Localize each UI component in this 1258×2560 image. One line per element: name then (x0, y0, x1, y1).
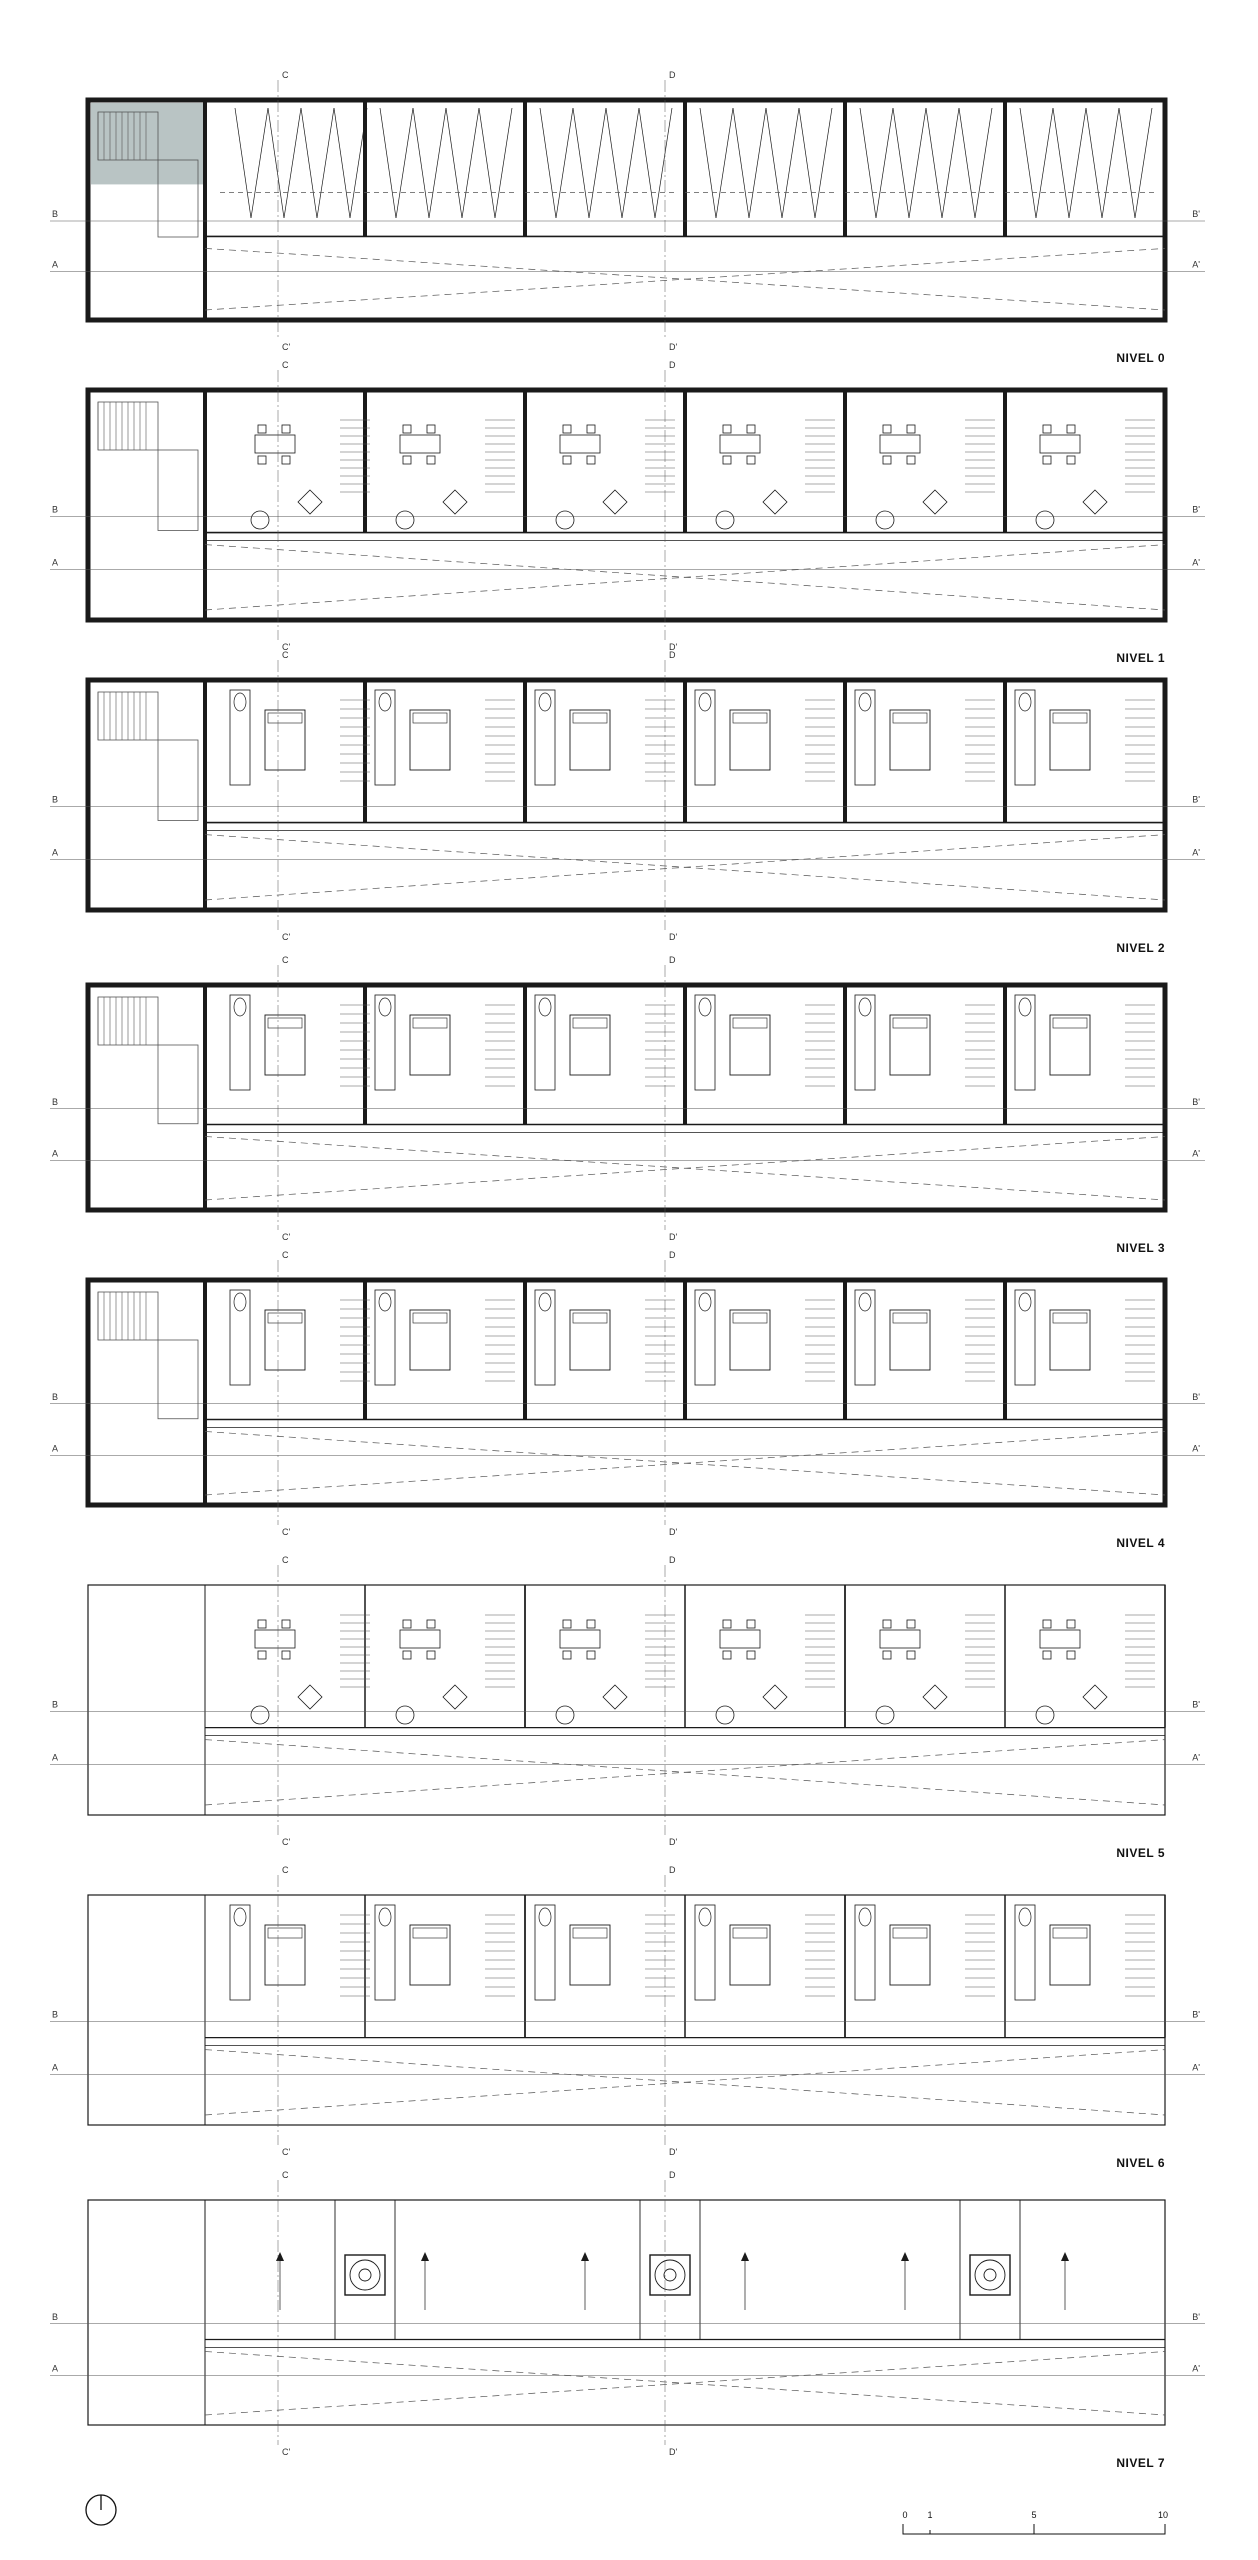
section-mark-d-prime: D' (669, 1232, 678, 1242)
unit-0 (251, 420, 370, 529)
unit-2 (556, 1615, 675, 1724)
section-mark-d: D (669, 955, 676, 965)
level-title: NIVEL 7 (1116, 2456, 1165, 2470)
outer-wall (88, 1585, 1165, 1815)
core-fill (91, 103, 205, 184)
core-stair (98, 390, 205, 620)
unit-0 (230, 690, 370, 785)
section-mark-d: D (669, 1250, 676, 1260)
section-mark-a-prime: A' (1192, 557, 1200, 568)
section-mark-a-prime: A' (1192, 259, 1200, 270)
section-mark-a: A (52, 847, 59, 858)
section-mark-a-prime: A' (1192, 1752, 1200, 1763)
section-mark-b: B (52, 1699, 59, 1710)
section-mark-b-prime: B' (1192, 1391, 1200, 1402)
section-mark-d-prime: D' (669, 932, 678, 942)
unit-3 (716, 1615, 835, 1724)
section-mark-c: C (282, 1865, 289, 1875)
unit-5 (1015, 1290, 1155, 1385)
level-title: NIVEL 3 (1116, 1241, 1165, 1255)
scale-tick-1: 1 (927, 2510, 933, 2520)
section-marks (50, 650, 1205, 942)
section-mark-c-prime: C' (282, 642, 291, 652)
section-marks (50, 1555, 1205, 1847)
section-mark-a: A (52, 2363, 59, 2374)
unit-1 (365, 108, 515, 218)
section-mark-b: B (52, 209, 59, 219)
unit-3 (741, 2252, 749, 2310)
section-mark-c: C (282, 2170, 289, 2180)
unit-4 (876, 1615, 995, 1724)
unit-4 (845, 108, 995, 218)
plan-level-4 (50, 1250, 1205, 1550)
level-title: NIVEL 0 (1116, 351, 1165, 365)
section-mark-c-prime: C' (282, 1232, 291, 1242)
level-title: NIVEL 5 (1116, 1846, 1165, 1860)
level-title: NIVEL 1 (1116, 651, 1165, 665)
plan-level-3 (50, 955, 1205, 1255)
outer-wall (88, 2200, 1165, 2425)
unit-0 (251, 1615, 370, 1724)
section-mark-c: C (282, 360, 289, 370)
unit-1 (396, 420, 515, 529)
section-mark-b: B (52, 794, 59, 805)
corridor (205, 2340, 1165, 2416)
unit-3 (695, 1290, 835, 1385)
section-mark-c: C (282, 1555, 289, 1565)
core-stair (91, 100, 205, 320)
section-mark-d: D (669, 70, 676, 80)
section-mark-b-prime: B' (1192, 209, 1200, 219)
section-mark-a-prime: A' (1192, 2062, 1200, 2073)
corridor (205, 236, 1165, 310)
section-mark-b: B (52, 1096, 59, 1107)
section-mark-c-prime: C' (282, 2147, 291, 2157)
section-mark-d-prime: D' (669, 2447, 678, 2457)
unit-4 (876, 420, 995, 529)
corridor (205, 1728, 1165, 1805)
section-mark-b-prime: B' (1192, 1699, 1200, 1710)
unit-1 (375, 1905, 515, 2000)
outer-wall (88, 1895, 1165, 2125)
unit-1 (375, 690, 515, 785)
section-mark-b-prime: B' (1192, 504, 1200, 515)
unit-0 (220, 108, 370, 218)
section-mark-d-prime: D' (669, 1527, 678, 1537)
section-mark-a: A (52, 2062, 59, 2073)
section-mark-c-prime: C' (282, 932, 291, 942)
plan-level-6 (50, 1865, 1205, 2170)
unit-5 (1036, 420, 1155, 529)
unit-2 (535, 690, 675, 785)
section-mark-b-prime: B' (1192, 794, 1200, 805)
unit-2 (535, 1905, 675, 2000)
level-title: NIVEL 6 (1116, 2156, 1165, 2170)
section-mark-a-prime: A' (1192, 1148, 1200, 1159)
plan-level-2 (50, 650, 1205, 955)
plan-level-0 (50, 70, 1205, 365)
section-mark-a-prime: A' (1192, 2363, 1200, 2374)
section-mark-a-prime: A' (1192, 847, 1200, 858)
unit-4 (855, 995, 995, 1090)
section-marks (50, 360, 1205, 652)
section-mark-c-prime: C' (282, 2447, 291, 2457)
level-title: NIVEL 4 (1116, 1536, 1165, 1550)
unit-1 (375, 995, 515, 1090)
section-mark-c-prime: C' (282, 342, 291, 352)
unit-0 (230, 1290, 370, 1385)
section-mark-d: D (669, 360, 676, 370)
core-stair (98, 680, 205, 910)
plan-level-7 (50, 2170, 1205, 2470)
section-mark-a: A (52, 1443, 59, 1454)
unit-2 (556, 420, 675, 529)
section-mark-a: A (52, 557, 59, 568)
plan-level-5 (50, 1555, 1205, 1860)
plan-level-1 (50, 360, 1205, 665)
section-mark-c: C (282, 955, 289, 965)
section-mark-d: D (669, 2170, 676, 2180)
unit-4 (855, 1290, 995, 1385)
section-mark-b: B (52, 1391, 59, 1402)
unit-5 (1061, 2252, 1069, 2310)
section-mark-d-prime: D' (669, 642, 678, 652)
unit-5 (1036, 1615, 1155, 1724)
section-mark-b-prime: B' (1192, 2311, 1200, 2322)
unit-3 (695, 1905, 835, 2000)
section-mark-d-prime: D' (669, 2147, 678, 2157)
unit-0 (276, 2200, 395, 2340)
scale-tick-10: 10 (1157, 2510, 1169, 2520)
section-mark-d: D (669, 1865, 676, 1875)
corridor (205, 2038, 1165, 2115)
unit-0 (230, 1905, 370, 2000)
scale-tick-0: 0 (902, 2510, 908, 2520)
unit-4 (901, 2200, 1020, 2340)
plans-group (50, 70, 1205, 2470)
section-mark-a-prime: A' (1192, 1443, 1200, 1454)
section-mark-a: A (52, 259, 59, 270)
core-stair (98, 1280, 205, 1505)
corridor (205, 1125, 1165, 1201)
section-mark-c: C (282, 1250, 289, 1260)
unit-2 (581, 2200, 700, 2340)
section-mark-d-prime: D' (669, 1837, 678, 1847)
legend-group (86, 2495, 1168, 2534)
section-mark-c-prime: C' (282, 1527, 291, 1537)
unit-3 (685, 108, 835, 218)
section-marks (50, 1865, 1205, 2157)
section-mark-a: A (52, 1752, 59, 1763)
unit-5 (1015, 995, 1155, 1090)
section-mark-d: D (669, 1555, 676, 1565)
unit-4 (855, 1905, 995, 2000)
unit-5 (1015, 690, 1155, 785)
unit-2 (535, 1290, 675, 1385)
section-mark-b: B (52, 504, 59, 515)
section-mark-b: B (52, 2311, 59, 2322)
section-mark-c: C (282, 70, 289, 80)
unit-0 (230, 995, 370, 1090)
unit-3 (695, 995, 835, 1090)
section-mark-c: C (282, 650, 289, 660)
unit-3 (695, 690, 835, 785)
scale-bar (902, 2510, 1168, 2534)
section-mark-d: D (669, 650, 676, 660)
core-stair (98, 985, 205, 1210)
section-mark-b: B (52, 2009, 59, 2020)
section-marks (50, 70, 1205, 352)
section-mark-d-prime: D' (669, 342, 678, 352)
corridor (205, 1420, 1165, 1496)
unit-4 (855, 690, 995, 785)
unit-1 (396, 1615, 515, 1724)
corridor (205, 823, 1165, 900)
north-arrow-icon (86, 2495, 116, 2525)
level-title: NIVEL 2 (1116, 941, 1165, 955)
section-mark-a: A (52, 1148, 59, 1159)
unit-3 (716, 420, 835, 529)
unit-1 (421, 2252, 429, 2310)
unit-1 (375, 1290, 515, 1385)
corridor (205, 533, 1165, 610)
section-mark-c-prime: C' (282, 1837, 291, 1847)
unit-2 (535, 995, 675, 1090)
unit-2 (525, 108, 675, 218)
unit-5 (1005, 108, 1155, 218)
section-mark-b-prime: B' (1192, 1096, 1200, 1107)
scale-tick-5: 5 (1031, 2510, 1037, 2520)
unit-5 (1015, 1905, 1155, 2000)
section-mark-b-prime: B' (1192, 2009, 1200, 2020)
